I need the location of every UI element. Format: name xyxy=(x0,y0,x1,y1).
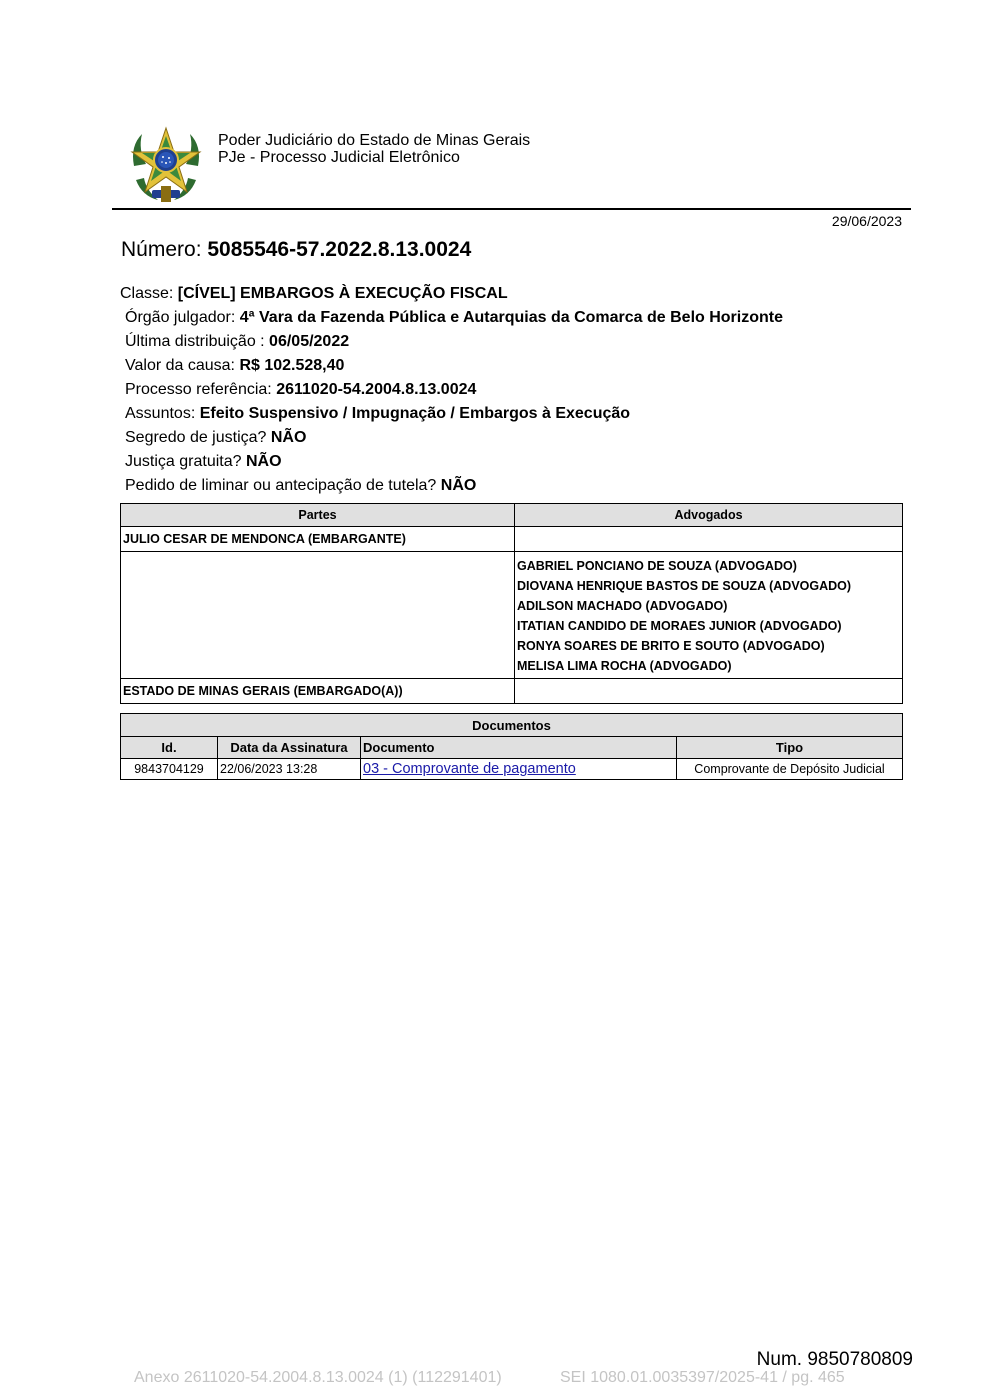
document-type: Comprovante de Depósito Judicial xyxy=(677,759,903,780)
field-label: Justiça gratuita? xyxy=(125,453,246,470)
field-label: Valor da causa: xyxy=(125,357,240,374)
document-num: Num. 9850780809 xyxy=(756,1349,913,1370)
column-header-documento: Documento xyxy=(361,737,677,759)
field-label: Classe: xyxy=(120,285,178,302)
column-header-id: Id. xyxy=(121,737,218,759)
table-header-row xyxy=(121,737,903,759)
field-justica-gratuita xyxy=(125,452,282,472)
party-cell xyxy=(121,552,515,679)
process-number-value: 5085546-57.2022.8.13.0024 xyxy=(207,238,472,261)
field-processo-referencia xyxy=(125,380,476,400)
field-value: 4ª Vara da Fazenda Pública e Autarquias da Comarca de Belo Horizonte xyxy=(239,309,783,326)
lawyer-name: MELISA LIMA ROCHA (ADVOGADO) xyxy=(517,659,732,673)
lawyer-name: RONYA SOARES DE BRITO E SOUTO (ADVOGADO) xyxy=(517,639,825,653)
annex-watermark: Anexo 2611020-54.2004.8.13.0024 (1) (112291401) xyxy=(134,1369,502,1386)
document-signature-date: 22/06/2023 13:28 xyxy=(218,759,361,780)
table-title-row xyxy=(121,714,903,737)
field-label: Pedido de liminar ou antecipação de tutela? xyxy=(125,477,441,494)
column-header-partes: Partes xyxy=(121,504,515,527)
field-ultima-distribuicao xyxy=(125,332,349,352)
lawyer-name: DIOVANA HENRIQUE BASTOS DE SOUZA (ADVOGADO) xyxy=(517,579,852,593)
lawyer-name: GABRIEL PONCIANO DE SOUZA (ADVOGADO) xyxy=(517,559,797,573)
table-header-row xyxy=(121,504,903,527)
column-header-data-assinatura: Data da Assinatura xyxy=(218,737,361,759)
field-value: NÃO xyxy=(270,429,307,446)
system-name: PJe - Processo Judicial Eletrônico xyxy=(218,149,460,166)
court-name: Poder Judiciário do Estado de Minas Gerais xyxy=(218,132,531,149)
field-label: Órgão julgador: xyxy=(125,309,240,326)
field-label: Segredo de justiça? xyxy=(125,429,271,446)
sei-watermark: SEI 1080.01.0035397/2025-41 / pg. 465 xyxy=(560,1369,845,1386)
table-row xyxy=(121,527,903,552)
field-value: Efeito Suspensivo / Impugnação / Embargos à Execução xyxy=(199,405,631,422)
document-date: 29/06/2023 xyxy=(831,213,902,229)
document-name-cell xyxy=(361,759,677,780)
field-classe xyxy=(120,284,508,304)
lawyer-name: ITATIAN CANDIDO DE MORAES JUNIOR (ADVOGADO) xyxy=(517,619,842,633)
field-value: NÃO xyxy=(440,477,477,494)
field-label: Última distribuição : xyxy=(125,333,270,350)
field-assuntos xyxy=(125,404,630,424)
header-divider xyxy=(112,208,911,210)
field-pedido-liminar xyxy=(125,476,476,496)
lawyer-cell xyxy=(515,552,903,679)
field-orgao-julgador xyxy=(125,308,783,328)
field-label: Assuntos: xyxy=(125,405,200,422)
column-header-tipo: Tipo xyxy=(677,737,903,759)
party-cell: JULIO CESAR DE MENDONCA (EMBARGANTE) xyxy=(121,527,515,552)
process-number-label: Número: xyxy=(121,238,208,261)
lawyer-cell xyxy=(515,527,903,552)
brazil-coat-of-arms-icon xyxy=(128,126,204,206)
process-number xyxy=(121,238,471,262)
field-value: 2611020-54.2004.8.13.0024 xyxy=(276,381,477,398)
parties-table xyxy=(120,503,903,704)
field-value: NÃO xyxy=(245,453,282,470)
column-header-advogados: Advogados xyxy=(515,504,903,527)
document-id: 9843704129 xyxy=(121,759,218,780)
table-row xyxy=(121,552,903,679)
lawyer-cell xyxy=(515,679,903,704)
documents-title: Documentos xyxy=(121,714,903,737)
table-row xyxy=(121,679,903,704)
field-value: 06/05/2022 xyxy=(269,333,350,350)
lawyer-name: ADILSON MACHADO (ADVOGADO) xyxy=(517,599,728,613)
table-row xyxy=(121,759,903,780)
documents-table xyxy=(120,713,903,780)
party-cell: ESTADO DE MINAS GERAIS (EMBARGADO(A)) xyxy=(121,679,515,704)
field-label: Processo referência: xyxy=(125,381,277,398)
document-link[interactable]: 03 - Comprovante de pagamento xyxy=(363,761,576,777)
field-valor-causa xyxy=(125,356,344,376)
field-value: R$ 102.528,40 xyxy=(239,357,345,374)
field-value: [CÍVEL] EMBARGOS À EXECUÇÃO FISCAL xyxy=(177,285,508,302)
field-segredo-justica xyxy=(125,428,306,448)
